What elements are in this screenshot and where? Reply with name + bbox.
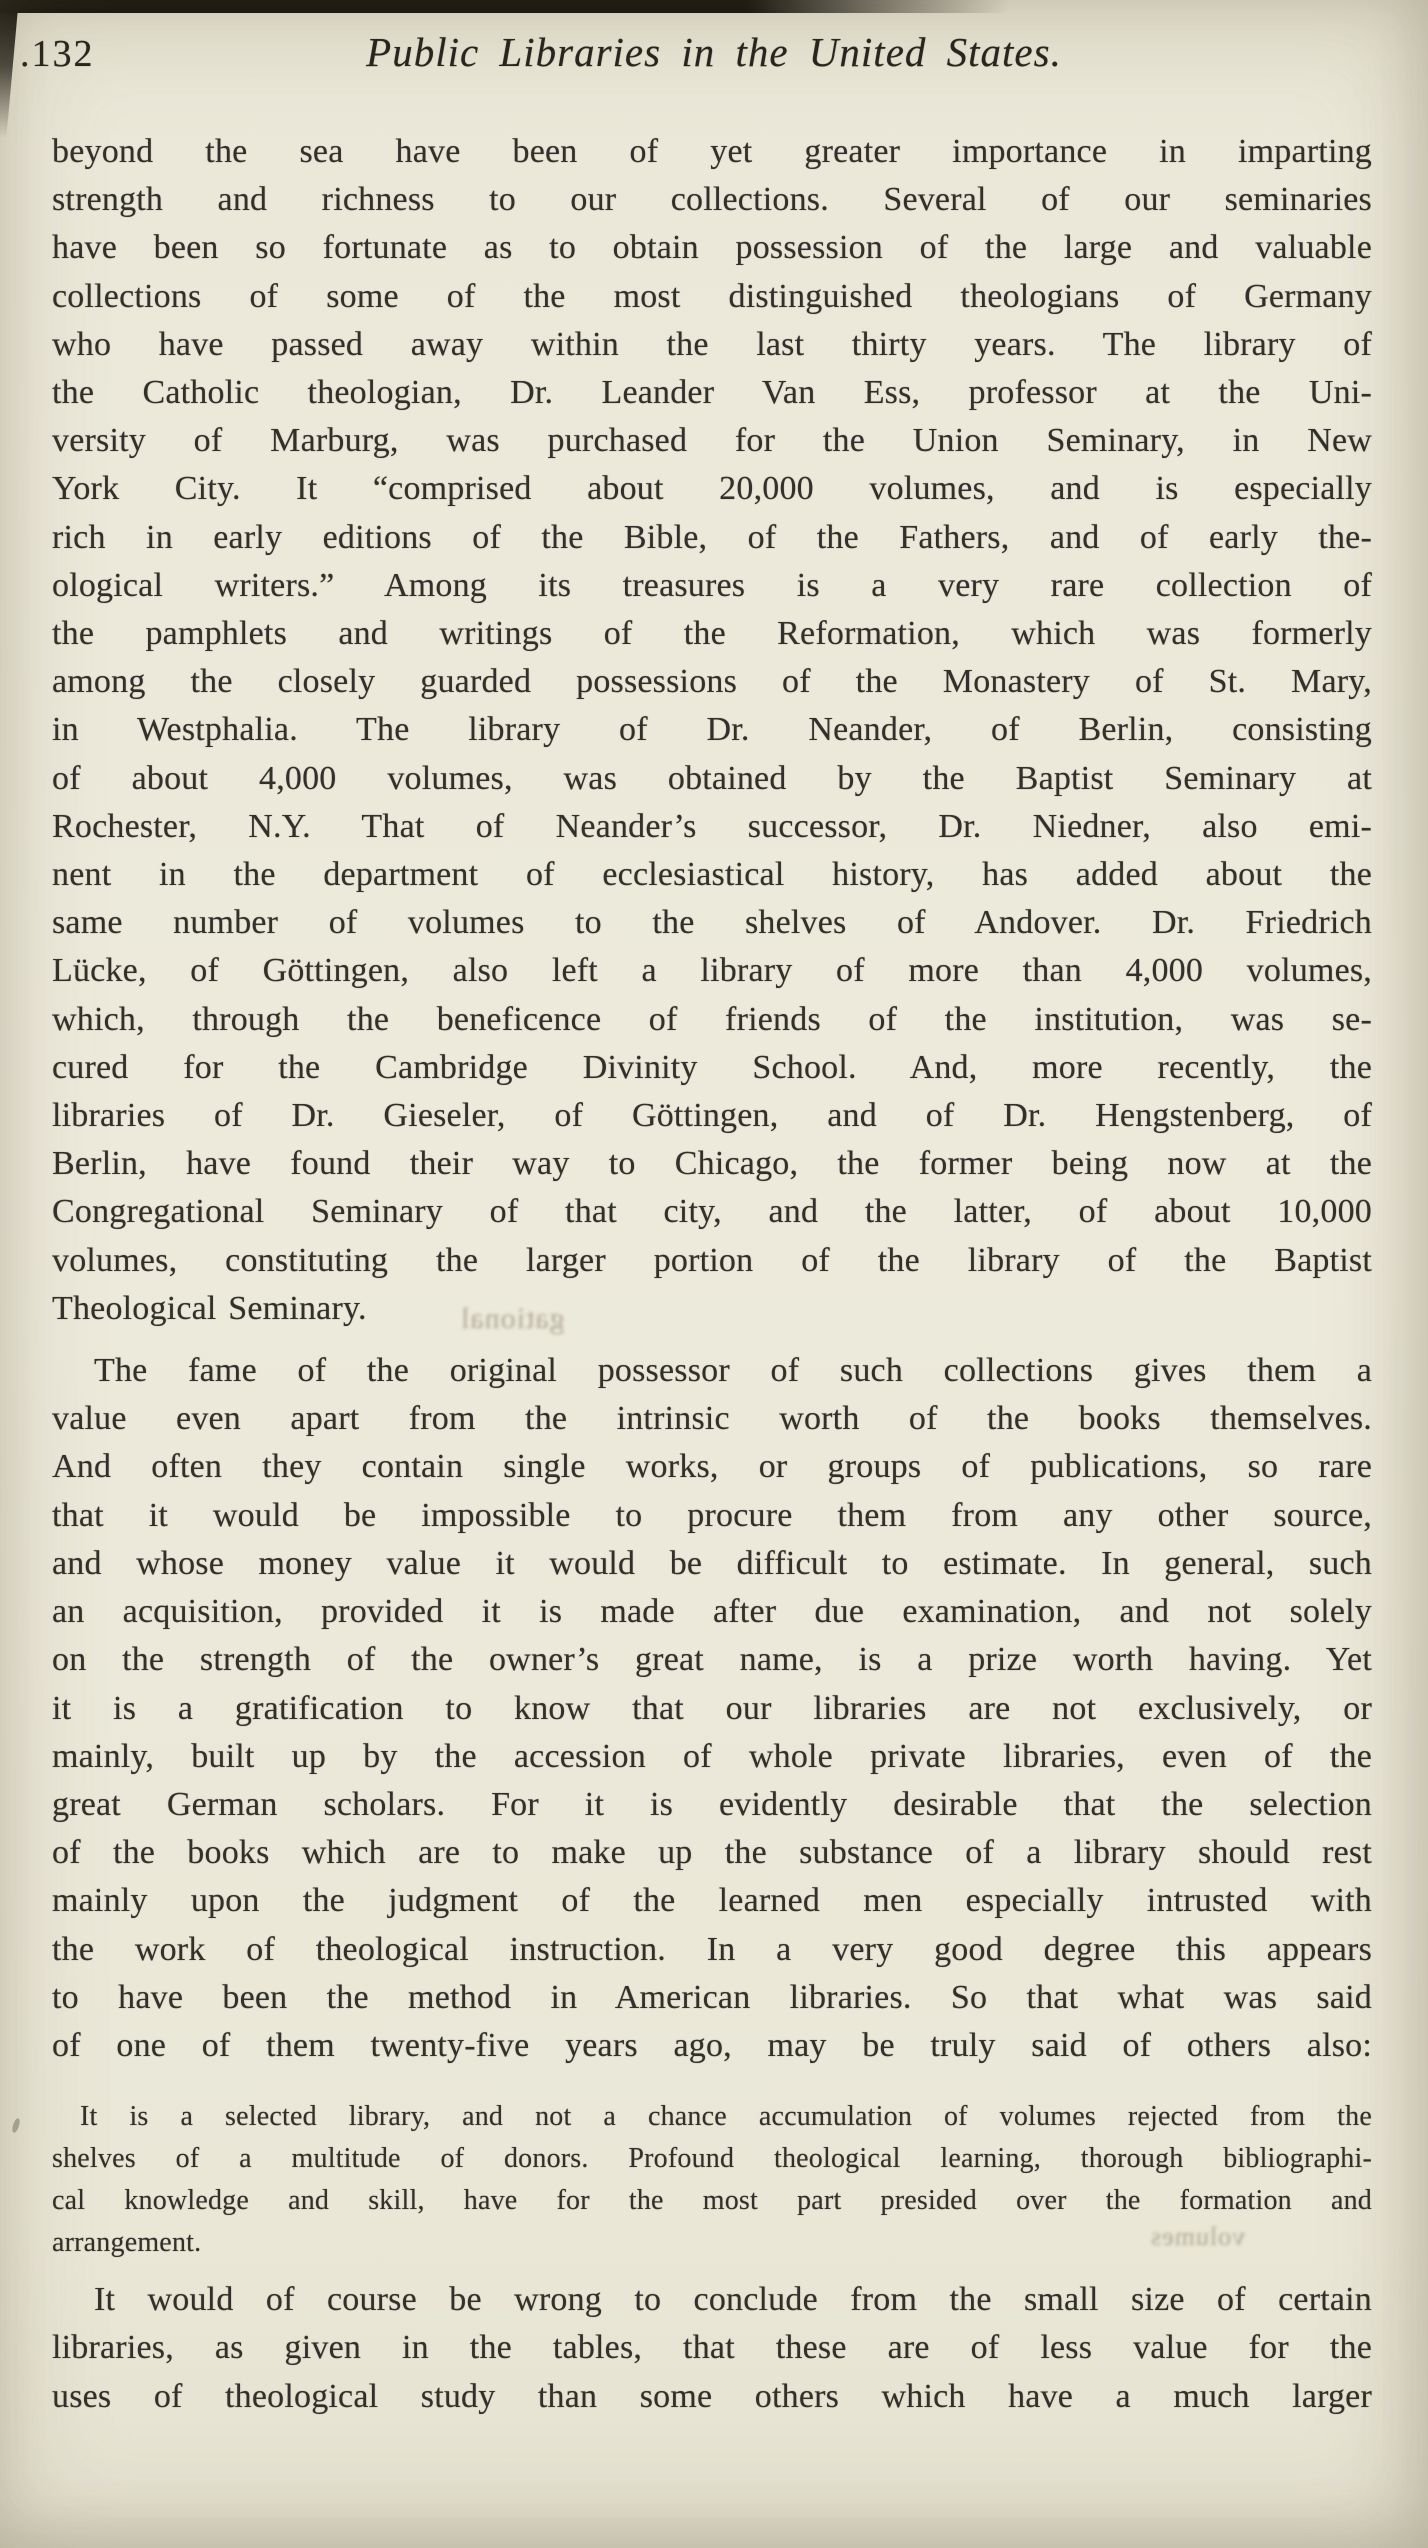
text-line: versity of Marburg, was purchased for the Union Seminary, in New (52, 422, 1372, 460)
text-line: nent in the department of ecclesiastical history, has added about the (52, 856, 1372, 894)
text-line: libraries of Dr. Gieseler, of Göttingen, and of Dr. Hengstenberg, of (52, 1097, 1372, 1135)
block-quote (52, 2096, 1372, 2264)
text-line: beyond the sea have been of yet greater importance in imparting (52, 133, 1372, 170)
text-line: Rochester, N.Y. That of Neander’s successor, Dr. Niedner, also emi- (52, 807, 1372, 845)
text-line: collections of some of the most distinguished theologians of Germany (52, 277, 1372, 315)
text-line: shelves of a multitude of donors. Profound theological learning, thorough bibliographi- (52, 2143, 1372, 2175)
text-line: Berlin, have found their way to Chicago, the former being now at the (52, 1145, 1372, 1183)
text-line: an acquisition, provided it is made after due examination, and not solely (52, 1593, 1372, 1631)
text-line: on the strength of the owner’s great name, is a prize worth having. Yet (52, 1641, 1372, 1679)
text-line: arrangement. (52, 2227, 202, 2259)
text-line: mainly upon the judgment of the learned men especially intrusted with (52, 1882, 1372, 1920)
page-header (0, 0, 1428, 110)
text-line: cured for the Cambridge Divinity School. And, more recently, the (52, 1048, 1372, 1086)
text-line: the work of theological instruction. In a very good degree this appears (52, 1930, 1372, 1968)
text-line: the pamphlets and writings of the Reformation, which was formerly (52, 615, 1372, 653)
text-line: York City. It “comprised about 20,000 volumes, and is especially (52, 470, 1372, 508)
show-through-text: volumes (1150, 2222, 1246, 2251)
text-line: It would of course be wrong to conclude from the small size of certain (94, 2281, 1372, 2319)
text-line: same number of volumes to the shelves of Andover. Dr. Friedrich (52, 904, 1372, 942)
margin-ink-speck (11, 2117, 21, 2133)
text-line: strength and richness to our collections. Several of our seminaries (52, 181, 1372, 219)
text-line: It is a selected library, and not a chance accumulation of volumes rejected from the (80, 2101, 1372, 2133)
page-number: .132 (20, 33, 95, 75)
text-line: and whose money value it would be difficult to estimate. In general, such (52, 1544, 1372, 1582)
text-line: Theological Seminary. (52, 1289, 367, 1327)
text-line: Lücke, of Göttingen, also left a library of more than 4,000 volumes, (52, 952, 1372, 990)
text-line: in Westphalia. The library of Dr. Neander, of Berlin, consisting (52, 711, 1372, 749)
text-line: cal knowledge and skill, have for the most part presided over the formation and (52, 2185, 1372, 2217)
text-line: it is a gratification to know that our libraries are not exclusively, or (52, 1689, 1372, 1727)
text-line: rich in early editions of the Bible, of the Fathers, and of early the- (52, 518, 1372, 556)
show-through-text: gational (460, 1302, 565, 1335)
text-line: which, through the beneficence of friends of the institution, was se- (52, 1000, 1372, 1038)
text-line: mainly, built up by the accession of whole private libraries, even of the (52, 1737, 1372, 1775)
text-line: the Catholic theologian, Dr. Leander Van Ess, professor at the Uni- (52, 374, 1372, 412)
text-line: The fame of the original possessor of such collections gives them a (94, 1352, 1372, 1390)
page-body (52, 128, 1372, 2421)
text-line: value even apart from the intrinsic worth of the books themselves. (52, 1400, 1372, 1438)
paragraph (52, 128, 1372, 1333)
paragraph (52, 1347, 1372, 2070)
text-line: have been so fortunate as to obtain possession of the large and valuable (52, 229, 1372, 267)
text-line: of one of them twenty-five years ago, may be truly said of others also: (52, 2026, 1372, 2064)
text-line: Congregational Seminary of that city, and the latter, of about 10,000 (52, 1193, 1372, 1231)
text-line: And often they contain single works, or groups of publications, so rare (52, 1448, 1372, 1486)
text-line: uses of theological study than some others which have a much larger (52, 2377, 1372, 2415)
paragraph (52, 2276, 1372, 2421)
text-line: libraries, as given in the tables, that these are of less value for the (52, 2329, 1372, 2367)
text-line: of the books which are to make up the substance of a library should rest (52, 1834, 1372, 1872)
text-line: of about 4,000 volumes, was obtained by the Baptist Seminary at (52, 759, 1372, 797)
text-line: great German scholars. For it is evidently desirable that the selection (52, 1785, 1372, 1823)
text-line: volumes, constituting the larger portion of the library of the Baptist (52, 1241, 1372, 1279)
text-line: who have passed away within the last thirty years. The library of (52, 325, 1372, 363)
text-line: that it would be impossible to procure them from any other source, (52, 1496, 1372, 1534)
text-line: among the closely guarded possessions of the Monastery of St. Mary, (52, 663, 1372, 701)
running-title: Public Libraries in the United States. (366, 29, 1062, 75)
text-line: to have been the method in American libraries. So that what was said (52, 1978, 1372, 2016)
text-line: ological writers.” Among its treasures is a very rare collection of (52, 566, 1372, 604)
